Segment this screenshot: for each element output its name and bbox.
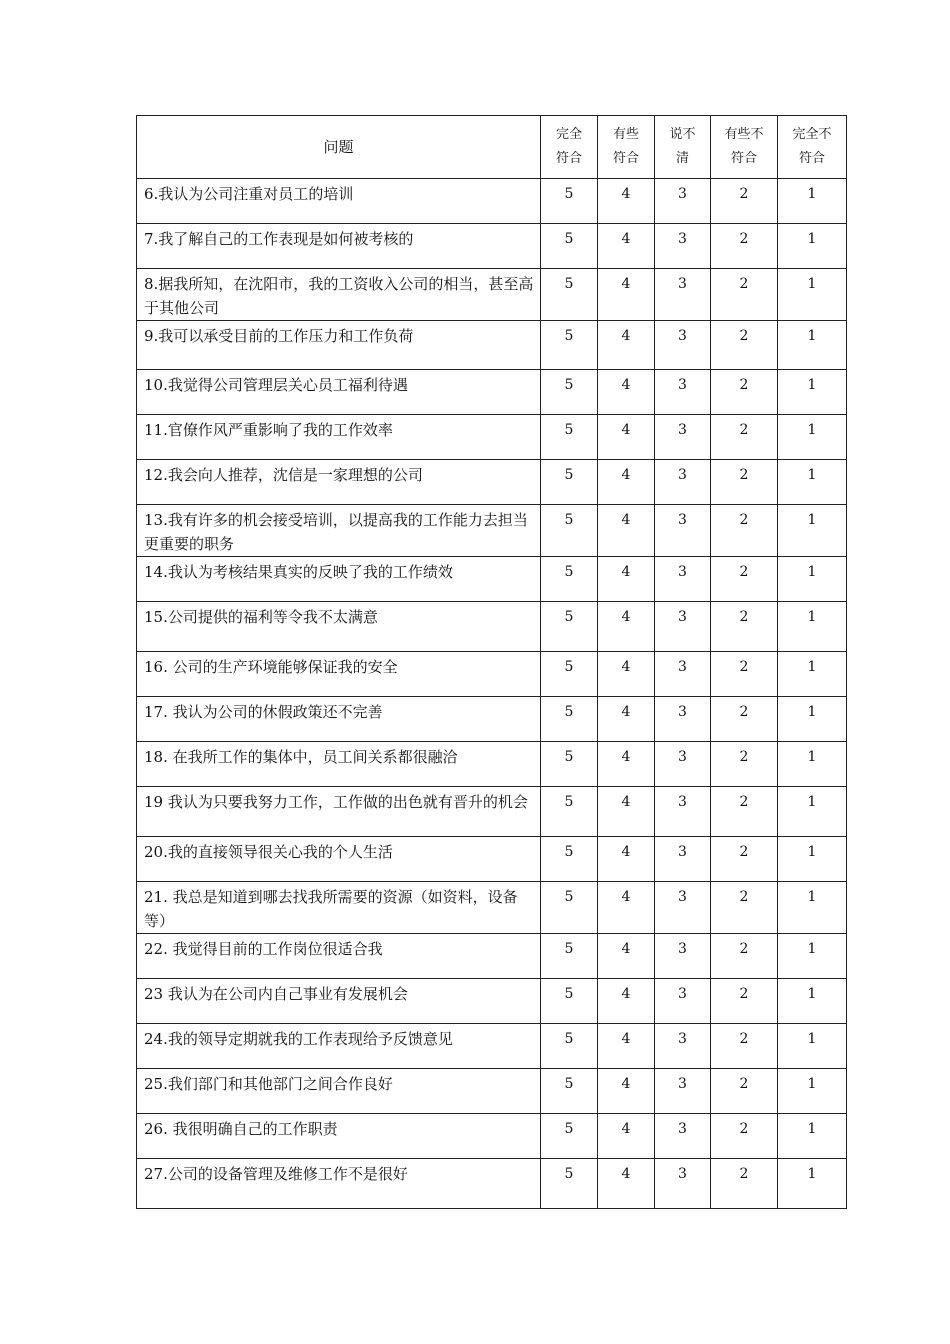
score-cell-unsure: 3 [655,882,711,934]
score-cell-fully-agree: 5 [541,1159,598,1209]
question-cell: 6.我认为公司注重对员工的培训 [137,179,541,224]
question-cell: 22. 我觉得目前的工作岗位很适合我 [137,934,541,979]
score-cell-somewhat-disagree: 2 [711,370,778,415]
score-cell-fully-disagree: 1 [778,415,847,460]
table-row [137,742,847,787]
score-cell-somewhat-disagree: 2 [711,787,778,837]
score-cell-fully-disagree: 1 [778,557,847,602]
score-cell-somewhat-agree: 4 [598,1159,655,1209]
score-cell-unsure: 3 [655,787,711,837]
table-row [137,179,847,224]
table-row [137,370,847,415]
score-cell-somewhat-disagree: 2 [711,269,778,321]
scale-header-somewhat-agree: 有些 符合 [598,116,655,179]
score-cell-unsure: 3 [655,837,711,882]
score-cell-fully-agree: 5 [541,742,598,787]
score-cell-fully-disagree: 1 [778,742,847,787]
table-row [137,1024,847,1069]
score-cell-unsure: 3 [655,1024,711,1069]
score-cell-somewhat-disagree: 2 [711,602,778,652]
table-row [137,415,847,460]
score-cell-fully-agree: 5 [541,934,598,979]
score-cell-somewhat-disagree: 2 [711,1159,778,1209]
score-cell-somewhat-agree: 4 [598,179,655,224]
score-cell-somewhat-disagree: 2 [711,179,778,224]
score-cell-fully-disagree: 1 [778,1069,847,1114]
score-cell-somewhat-disagree: 2 [711,1114,778,1159]
score-cell-fully-disagree: 1 [778,505,847,557]
score-cell-somewhat-agree: 4 [598,602,655,652]
question-cell: 7.我了解自己的工作表现是如何被考核的 [137,224,541,269]
score-cell-somewhat-agree: 4 [598,1024,655,1069]
score-cell-somewhat-agree: 4 [598,415,655,460]
score-cell-somewhat-agree: 4 [598,934,655,979]
question-cell: 10.我觉得公司管理层关心员工福利待遇 [137,370,541,415]
score-cell-fully-disagree: 1 [778,1114,847,1159]
score-cell-somewhat-disagree: 2 [711,742,778,787]
table-row [137,837,847,882]
score-cell-somewhat-agree: 4 [598,882,655,934]
table-row [137,505,847,557]
scale-header-fully-disagree: 完全不 符合 [778,116,847,179]
score-cell-somewhat-agree: 4 [598,979,655,1024]
score-cell-somewhat-agree: 4 [598,224,655,269]
score-cell-somewhat-disagree: 2 [711,557,778,602]
score-cell-somewhat-disagree: 2 [711,1069,778,1114]
score-cell-fully-agree: 5 [541,224,598,269]
score-cell-fully-agree: 5 [541,837,598,882]
score-cell-fully-agree: 5 [541,557,598,602]
score-cell-somewhat-disagree: 2 [711,652,778,697]
score-cell-unsure: 3 [655,370,711,415]
score-cell-unsure: 3 [655,557,711,602]
score-cell-fully-agree: 5 [541,652,598,697]
table-row [137,1069,847,1114]
score-cell-fully-agree: 5 [541,1069,598,1114]
score-cell-somewhat-disagree: 2 [711,505,778,557]
score-cell-fully-disagree: 1 [778,1024,847,1069]
score-cell-somewhat-agree: 4 [598,370,655,415]
score-cell-fully-disagree: 1 [778,1159,847,1209]
scale-header-unsure: 说不 清 [655,116,711,179]
score-cell-somewhat-disagree: 2 [711,837,778,882]
table-row [137,882,847,934]
question-cell: 12.我会向人推荐，沈信是一家理想的公司 [137,460,541,505]
score-cell-fully-agree: 5 [541,415,598,460]
score-cell-fully-agree: 5 [541,370,598,415]
question-cell: 11.官僚作风严重影响了我的工作效率 [137,415,541,460]
score-cell-fully-disagree: 1 [778,224,847,269]
table-row [137,934,847,979]
score-cell-somewhat-agree: 4 [598,460,655,505]
score-cell-unsure: 3 [655,224,711,269]
table-row [137,224,847,269]
score-cell-unsure: 3 [655,1159,711,1209]
score-cell-somewhat-disagree: 2 [711,1024,778,1069]
score-cell-somewhat-agree: 4 [598,269,655,321]
question-cell: 24.我的领导定期就我的工作表现给予反馈意见 [137,1024,541,1069]
score-cell-fully-disagree: 1 [778,882,847,934]
score-cell-somewhat-agree: 4 [598,837,655,882]
score-cell-fully-agree: 5 [541,602,598,652]
table-row [137,697,847,742]
question-cell: 21. 我总是知道到哪去找我所需要的资源（如资料，设备等） [137,882,541,934]
score-cell-somewhat-agree: 4 [598,1069,655,1114]
question-cell: 27.公司的设备管理及维修工作不是很好 [137,1159,541,1209]
header-row [137,116,847,179]
score-cell-fully-disagree: 1 [778,697,847,742]
table-row [137,979,847,1024]
score-cell-fully-agree: 5 [541,321,598,370]
score-cell-somewhat-disagree: 2 [711,321,778,370]
score-cell-fully-disagree: 1 [778,460,847,505]
score-cell-fully-agree: 5 [541,460,598,505]
score-cell-fully-agree: 5 [541,179,598,224]
score-cell-somewhat-disagree: 2 [711,934,778,979]
score-cell-unsure: 3 [655,697,711,742]
score-cell-somewhat-agree: 4 [598,652,655,697]
table-row [137,602,847,652]
score-cell-somewhat-disagree: 2 [711,882,778,934]
score-cell-somewhat-disagree: 2 [711,460,778,505]
question-header: 问题 [137,116,541,179]
score-cell-fully-disagree: 1 [778,979,847,1024]
question-cell: 9.我可以承受目前的工作压力和工作负荷 [137,321,541,370]
score-cell-somewhat-disagree: 2 [711,979,778,1024]
score-cell-fully-agree: 5 [541,1114,598,1159]
score-cell-somewhat-agree: 4 [598,742,655,787]
score-cell-fully-disagree: 1 [778,652,847,697]
question-cell: 8.据我所知，在沈阳市，我的工资收入公司的相当，甚至高于其他公司 [137,269,541,321]
score-cell-unsure: 3 [655,602,711,652]
table-row [137,787,847,837]
score-cell-fully-disagree: 1 [778,179,847,224]
table-row [137,1159,847,1209]
score-cell-fully-disagree: 1 [778,934,847,979]
question-cell: 26. 我很明确自己的工作职责 [137,1114,541,1159]
score-cell-fully-agree: 5 [541,697,598,742]
score-cell-unsure: 3 [655,505,711,557]
score-cell-somewhat-agree: 4 [598,697,655,742]
score-cell-fully-disagree: 1 [778,837,847,882]
question-cell: 25.我们部门和其他部门之间合作良好 [137,1069,541,1114]
score-cell-somewhat-agree: 4 [598,557,655,602]
scale-header-somewhat-disagree: 有些不 符合 [711,116,778,179]
score-cell-unsure: 3 [655,652,711,697]
score-cell-somewhat-agree: 4 [598,1114,655,1159]
score-cell-unsure: 3 [655,269,711,321]
score-cell-unsure: 3 [655,321,711,370]
table-row [137,269,847,321]
score-cell-fully-disagree: 1 [778,269,847,321]
question-cell: 20.我的直接领导很关心我的个人生活 [137,837,541,882]
question-cell: 13.我有许多的机会接受培训，以提高我的工作能力去担当更重要的职务 [137,505,541,557]
score-cell-somewhat-disagree: 2 [711,224,778,269]
score-cell-fully-disagree: 1 [778,602,847,652]
score-cell-fully-agree: 5 [541,882,598,934]
score-cell-somewhat-disagree: 2 [711,697,778,742]
score-cell-somewhat-disagree: 2 [711,415,778,460]
table-row [137,321,847,370]
score-cell-unsure: 3 [655,1114,711,1159]
survey-table [136,115,847,1209]
table-row [137,652,847,697]
score-cell-unsure: 3 [655,934,711,979]
table-row [137,557,847,602]
score-cell-unsure: 3 [655,460,711,505]
score-cell-unsure: 3 [655,1069,711,1114]
score-cell-unsure: 3 [655,179,711,224]
score-cell-fully-disagree: 1 [778,321,847,370]
score-cell-somewhat-agree: 4 [598,321,655,370]
question-cell: 18. 在我所工作的集体中，员工间关系都很融洽 [137,742,541,787]
question-cell: 19 我认为只要我努力工作，工作做的出色就有晋升的机会 [137,787,541,837]
scale-header-fully-agree: 完全 符合 [541,116,598,179]
score-cell-unsure: 3 [655,742,711,787]
score-cell-fully-agree: 5 [541,505,598,557]
score-cell-somewhat-agree: 4 [598,505,655,557]
score-cell-fully-agree: 5 [541,1024,598,1069]
question-cell: 17. 我认为公司的休假政策还不完善 [137,697,541,742]
score-cell-fully-agree: 5 [541,269,598,321]
question-cell: 23 我认为在公司内自己事业有发展机会 [137,979,541,1024]
question-cell: 14.我认为考核结果真实的反映了我的工作绩效 [137,557,541,602]
score-cell-somewhat-agree: 4 [598,787,655,837]
table-row [137,1114,847,1159]
score-cell-unsure: 3 [655,415,711,460]
question-cell: 16. 公司的生产环境能够保证我的安全 [137,652,541,697]
score-cell-fully-disagree: 1 [778,370,847,415]
table-row [137,460,847,505]
score-cell-fully-disagree: 1 [778,787,847,837]
score-cell-unsure: 3 [655,979,711,1024]
question-cell: 15.公司提供的福利等令我不太满意 [137,602,541,652]
score-cell-fully-agree: 5 [541,787,598,837]
score-cell-fully-agree: 5 [541,979,598,1024]
